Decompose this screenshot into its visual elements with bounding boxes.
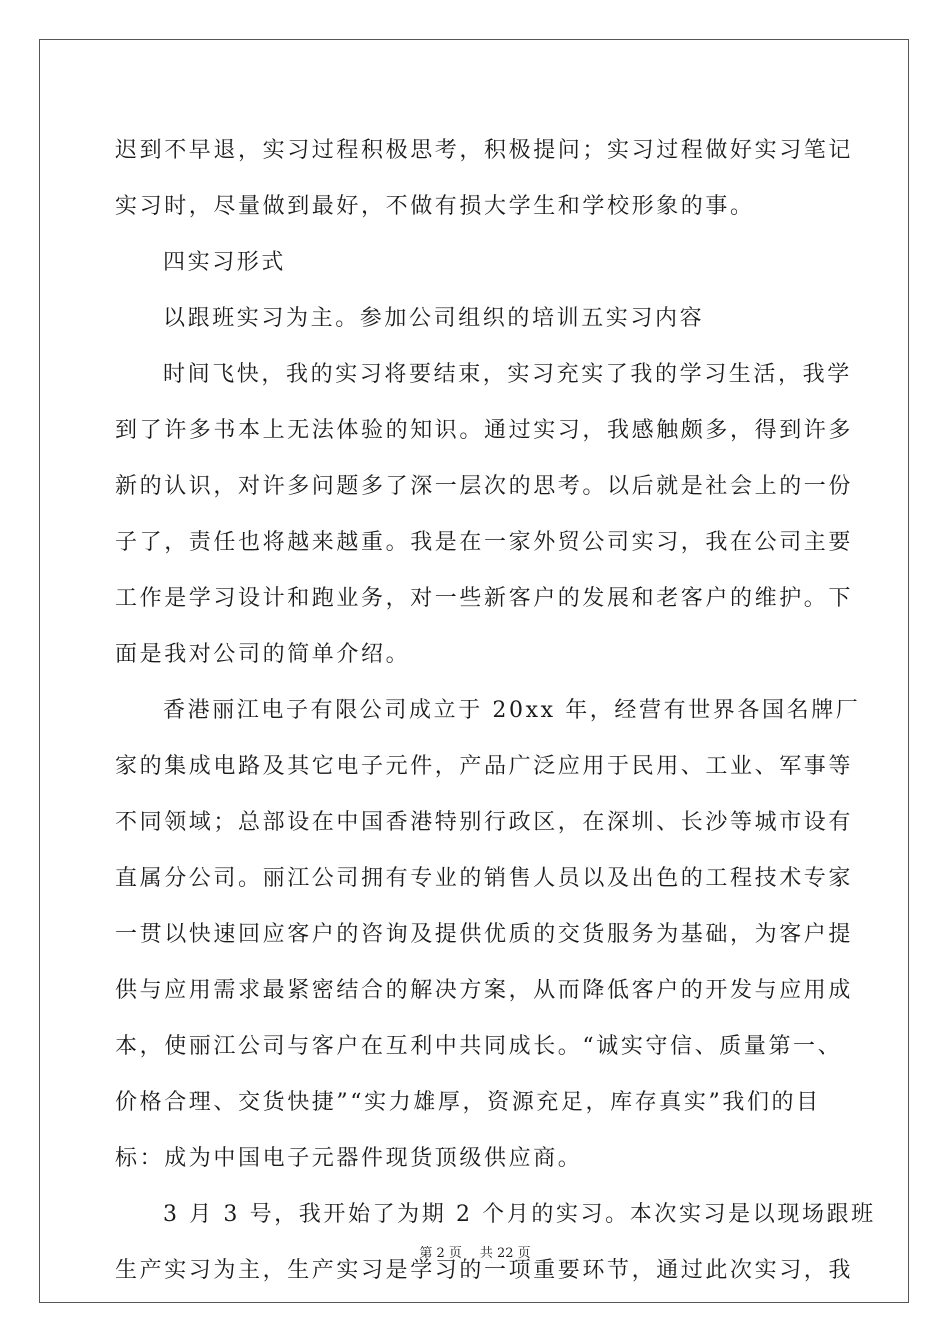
text-line: 工作是学习设计和跑业务，对一些新客户的发展和老客户的维护。下 (115, 586, 854, 611)
text-line: 家的集成电路及其它电子元件，产品广泛应用于民用、工业、军事等 (115, 754, 854, 779)
text-line: 子了，责任也将越来越重。我是在一家外贸公司实习，我在公司主要 (115, 530, 854, 555)
text-line: 到了许多书本上无法体验的知识。通过实习，我感触颇多，得到许多 (115, 418, 854, 443)
section-heading: 四实习形式 (163, 250, 287, 275)
text-line: 实习时，尽量做到最好，不做有损大学生和学校形象的事。 (115, 194, 755, 219)
text-line: 供与应用需求最紧密结合的解决方案，从而降低客户的开发与应用成 (115, 978, 854, 1003)
page-footer (0, 1244, 950, 1264)
text-line: 3 月 3 号，我开始了为期 2 个月的实习。本次实习是以现场跟班 (163, 1202, 876, 1227)
text-line: 香港丽江电子有限公司成立于 20xx 年，经营有世界各国名牌厂 (163, 698, 861, 723)
text-line: 时间飞快，我的实习将要结束，实习充实了我的学习生活，我学 (163, 362, 852, 387)
page-total: 共 22 页 (479, 1246, 531, 1261)
text-line: 价格合理、交货快捷”“实力雄厚，资源充足，库存真实”我们的目 (115, 1090, 821, 1115)
text-line: 一贯以快速回应客户的咨询及提供优质的交货服务为基础，为客户提 (115, 922, 854, 947)
text-line: 迟到不早退，实习过程积极思考，积极提问；实习过程做好实习笔记 (115, 138, 854, 163)
text-line: 不同领域；总部设在中国香港特别行政区，在深圳、长沙等城市设有 (115, 810, 854, 835)
document-body (115, 123, 876, 1299)
text-line: 以跟班实习为主。参加公司组织的培训五实习内容 (163, 306, 705, 331)
text-line: 标：成为中国电子元器件现货顶级供应商。 (115, 1146, 583, 1171)
text-line: 新的认识，对许多问题多了深一层次的思考。以后就是社会上的一份 (115, 474, 854, 499)
page-number: 第 2 页 (419, 1246, 462, 1261)
text-line: 本，使丽江公司与客户在互利中共同成长。“诚实守信、质量第一、 (115, 1034, 843, 1059)
text-line: 面是我对公司的简单介绍。 (115, 642, 411, 667)
text-line: 生产实习为主，生产实习是学习的一项重要环节，通过此次实习，我 (115, 1258, 854, 1283)
text-line: 直属分公司。丽江公司拥有专业的销售人员以及出色的工程技术专家 (115, 866, 854, 891)
